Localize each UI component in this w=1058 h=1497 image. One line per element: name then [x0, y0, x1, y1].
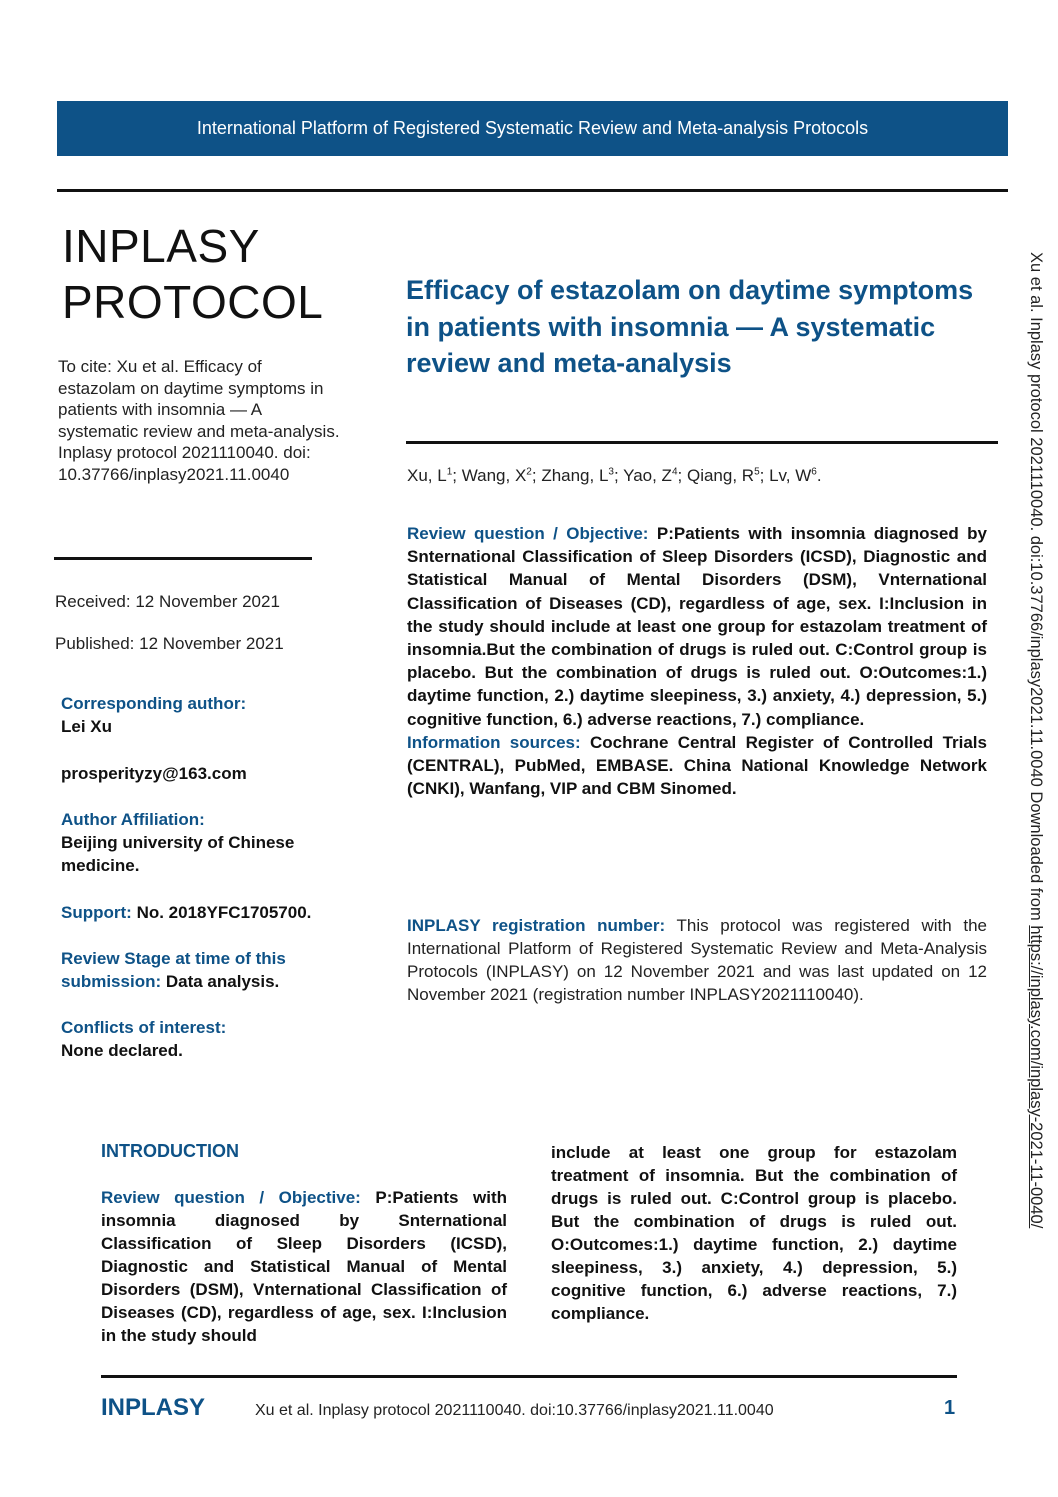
author-name: Zhang, L — [541, 466, 609, 485]
journal-banner: International Platform of Registered Systematic Review and Meta-analysis Protocols — [57, 101, 1008, 156]
author-name: Wang, X — [461, 466, 527, 485]
author-affiliation-number: 4 — [671, 466, 678, 478]
support-text: No. 2018YFC1705700. — [136, 903, 312, 922]
information-sources-text: Cochrane Central Register of Controlled Trials (CENTRAL), PubMed, EMBASE. China National Knowledge Network (CNKI), Wanfang, VIP and CBM Sinomed. — [407, 732, 987, 799]
review-question-text: P:Patients with insomnia diagnosed by Snternational Classification of Sleep Disorders (ICSD), Diagnostic and Statistical Manual of Mental Disorders (DSM), Vnternational Classification of Diseases (CD), regardless of age, sex. I:Inclusion in the study should include at least one group for estazolam treatment of insomnia.But the combination of drugs is ruled out. C:Control group is placebo. But the combination of drugs is ruled out. O:Outcomes:1.) daytime function, 2.) daytime sleepiness, 3.) anxiety, 4.) depression, 5.) cognitive function, 6.) adverse reactions, 7.) compliance. — [407, 524, 987, 729]
published-date: Published: 12 November 2021 — [55, 634, 284, 653]
author-separator: ; — [531, 466, 542, 485]
affiliation-text: Beijing university of Chinese medicine. — [61, 833, 295, 875]
author-affiliation-number: 6 — [811, 466, 817, 478]
author-separator: ; — [677, 466, 687, 485]
intro-review-label: Review question / Objective: — [101, 1188, 361, 1207]
doc-type-heading — [62, 218, 323, 330]
stage-text: Data analysis. — [165, 972, 280, 991]
support-label: Support: — [61, 903, 132, 922]
support — [61, 901, 361, 924]
received-date: Received: 12 November 2021 — [55, 592, 280, 611]
citation: To cite: Xu et al. Efficacy of estazolam on daytime symptoms in patients with insomnia — A systematic review and meta-analysis. Inplasy protocol 2021110040. doi: 10.37766/inplasy2021.11.0040 — [58, 357, 340, 484]
author-affiliation-number: 2 — [526, 466, 532, 478]
author-name: Xu, L — [407, 466, 447, 485]
affiliation-label: Author Affiliation: — [61, 810, 205, 829]
review-stage — [61, 947, 361, 993]
abstract — [407, 522, 987, 800]
introduction-heading: INTRODUCTION — [101, 1141, 239, 1161]
author-separator: ; — [759, 466, 770, 485]
registration-label: INPLASY registration number: — [407, 916, 666, 935]
header-rule — [57, 189, 1008, 192]
author-separator: ; — [452, 466, 462, 485]
intro-column-1 — [101, 1186, 507, 1347]
author-separator: . — [816, 466, 822, 485]
information-sources — [407, 731, 987, 801]
registration — [407, 914, 987, 1006]
information-sources-label: Information sources: — [407, 732, 581, 752]
corresponding-author — [61, 692, 361, 738]
corresponding-name: Lei Xu — [61, 717, 113, 736]
registration-text: This protocol was registered with the International Platform of Registered Systematic Review and Meta-Analysis Protocols (INPLASY) on 12 November 2021 and was last updated on 12 November 2021 (registration number INPLASY2021110040). — [407, 916, 987, 1004]
author-affiliation-number: 5 — [754, 466, 760, 478]
download-link[interactable]: https://inplasy.com/inplasy-2021-11-0040/ — [1027, 925, 1045, 1229]
corresponding-label: Corresponding author: — [61, 694, 247, 713]
review-question-label: Review question / Objective: — [407, 524, 649, 543]
author-name: Lv, W — [769, 466, 812, 485]
vertical-text: Xu et al. Inplasy protocol 2021110040. doi:10.37766/inplasy2021.11.0040 Downloaded from — [1027, 252, 1045, 921]
stage-label: Review Stage at time of this submission: — [61, 949, 286, 991]
conflicts-label: Conflicts of interest: — [61, 1018, 227, 1037]
intro-column-2: include at least one group for estazolam treatment of insomnia. But the combination of drugs is ruled out. C:Control group is placebo. But the combination of drugs is ruled out. O:Outcomes:1.) daytime function, 2.) daytime sleepiness, 3.) anxiety, 4.) depression, 5.) cognitive function, 6.) adverse reactions, 7.) compliance. — [551, 1143, 957, 1323]
conflicts — [61, 1016, 361, 1062]
author-separator: ; — [613, 466, 624, 485]
intro-column-1-text: P:Patients with insomnia diagnosed by Snternational Classification of Sleep Disorders (ICSD), Diagnostic and Statistical Manual of Mental Disorders (DSM), Vnternational Classification of Diseases (CD), regardless of age, sex. I:Inclusion in the study should — [101, 1188, 507, 1345]
author-affiliation — [61, 808, 361, 877]
author-name: Yao, Z — [623, 466, 672, 485]
author-affiliation-number: 3 — [608, 466, 614, 478]
author-affiliation-number: 1 — [446, 466, 453, 478]
citation-rule — [54, 557, 312, 560]
author-list — [407, 466, 822, 486]
doc-type-line2: PROTOCOL — [62, 276, 324, 328]
footer-rule — [101, 1375, 957, 1378]
footer-citation: Xu et al. Inplasy protocol 2021110040. doi:10.37766/inplasy2021.11.0040 — [255, 1402, 774, 1419]
doc-type-line1: INPLASY — [62, 220, 260, 272]
author-name: Qiang, R — [686, 466, 755, 485]
paper-title: Efficacy of estazolam on daytime symptoms in patients with insomnia — A systematic review and meta-analysis — [406, 275, 974, 378]
title-rule — [406, 441, 998, 444]
review-question — [407, 522, 987, 731]
page-number: 1 — [944, 1397, 956, 1419]
author-email[interactable]: prosperityzy@163.com — [61, 764, 247, 783]
vertical-download-note — [1005, 252, 1045, 1342]
conflicts-text: None declared. — [61, 1041, 183, 1060]
footer-brand: INPLASY — [101, 1394, 206, 1421]
